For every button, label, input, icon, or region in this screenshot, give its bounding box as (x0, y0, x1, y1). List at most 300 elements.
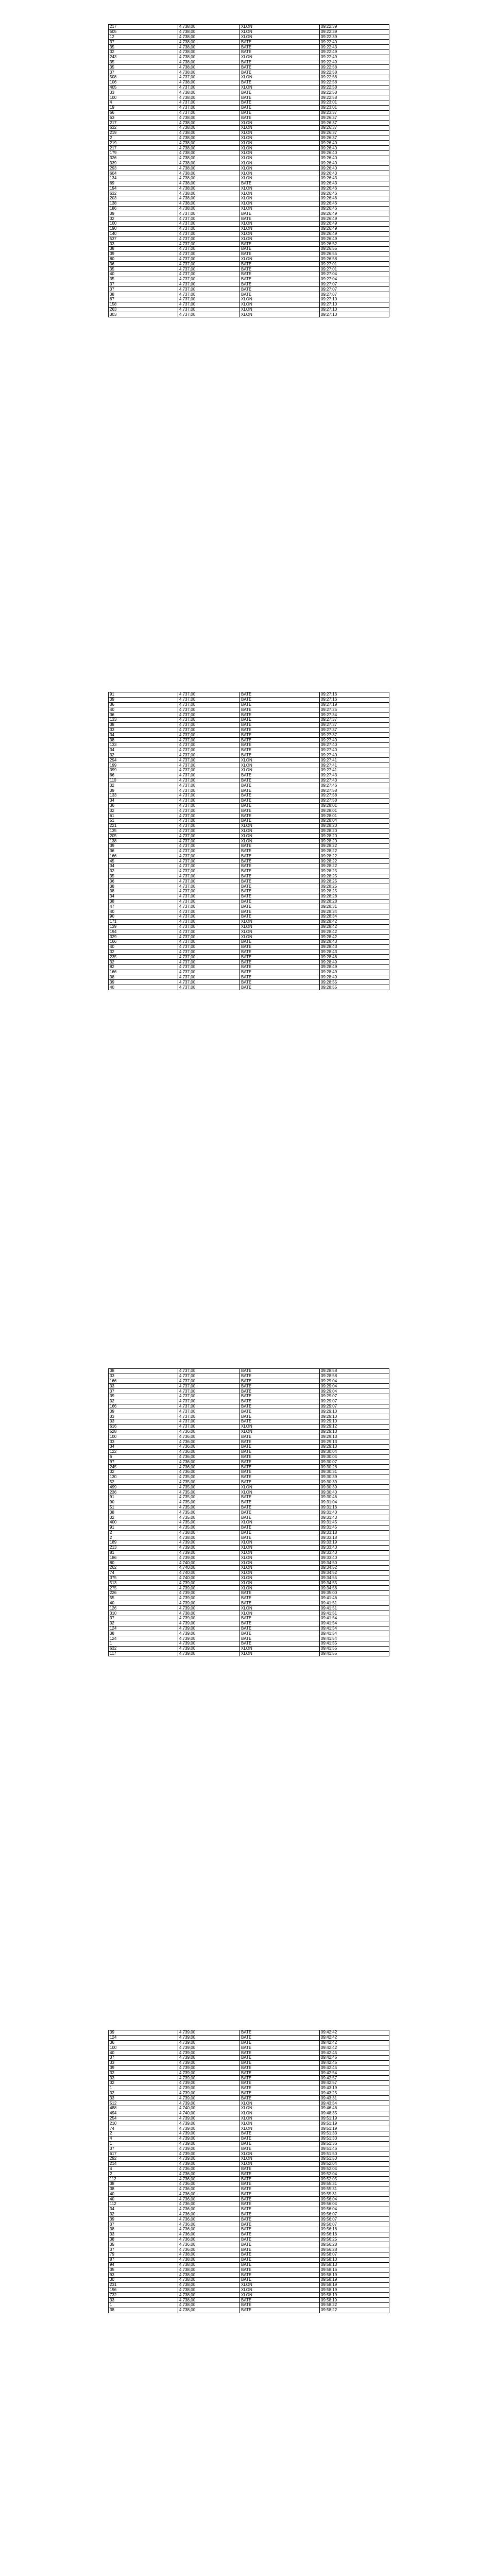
venue-cell: XLON (240, 302, 320, 307)
time-cell: 09:22:58 (320, 90, 389, 95)
price-cell: 4.737,00 (178, 753, 240, 758)
volume-cell: 236 (109, 1490, 178, 1495)
volume-cell: 35 (109, 2242, 178, 2247)
volume-cell: 32 (109, 2091, 178, 2096)
volume-cell: 326 (109, 156, 178, 161)
venue-cell: BATE (240, 2065, 320, 2071)
price-cell: 4.739,00 (178, 1651, 240, 1656)
price-cell: 4.736,00 (178, 2207, 240, 2212)
time-cell: 09:29:13 (320, 1444, 389, 1449)
table-row (109, 2181, 389, 2187)
time-cell: 09:42:45 (320, 2060, 389, 2065)
volume-cell: 61 (109, 814, 178, 819)
time-cell: 09:26:40 (320, 146, 389, 151)
volume-cell: 90 (109, 1500, 178, 1505)
volume-cell: 632 (109, 191, 178, 196)
venue-cell: BATE (240, 733, 320, 738)
price-cell: 4.739,00 (178, 1626, 240, 1631)
price-cell: 4.737,00 (178, 788, 240, 793)
table-row (109, 262, 389, 267)
table-row (109, 100, 389, 105)
time-cell: 09:28:20 (320, 834, 389, 839)
venue-cell: BATE (240, 793, 320, 798)
time-cell: 09:30:46 (320, 1495, 389, 1500)
volume-cell: 106 (109, 80, 178, 85)
time-cell: 09:27:43 (320, 778, 389, 783)
table-row (109, 211, 389, 216)
price-cell: 4.739,00 (178, 1616, 240, 1621)
venue-cell: BATE (240, 2086, 320, 2091)
time-cell: 09:34:56 (320, 1586, 389, 1591)
trade-table-3 (108, 1368, 389, 1656)
volume-cell: 4 (109, 100, 178, 105)
table-row (109, 29, 389, 35)
price-cell: 4.738,00 (178, 25, 240, 30)
price-cell: 4.737,00 (178, 778, 240, 783)
volume-cell: 488 (109, 2106, 178, 2111)
volume-cell: 400 (109, 1520, 178, 1525)
venue-cell: XLON (240, 823, 320, 828)
volume-cell: 217 (109, 121, 178, 126)
table-row (109, 1429, 389, 1434)
volume-cell: 138 (109, 201, 178, 206)
price-cell: 4.739,00 (178, 2086, 240, 2091)
time-cell: 09:26:49 (320, 216, 389, 222)
venue-cell: BATE (240, 1616, 320, 1621)
volume-cell: 74 (109, 2126, 178, 2131)
venue-cell: BATE (240, 277, 320, 282)
time-cell: 09:31:16 (320, 1505, 389, 1510)
table-row (109, 2273, 389, 2278)
table-row (109, 778, 389, 783)
price-cell: 4.738,00 (178, 2282, 240, 2287)
volume-cell: 38 (109, 2187, 178, 2192)
volume-cell: 213 (109, 1545, 178, 1550)
time-cell: 09:27:07 (320, 287, 389, 292)
volume-cell: 221 (109, 823, 178, 828)
price-cell: 4.738,00 (178, 2287, 240, 2293)
venue-cell: XLON (240, 1651, 320, 1656)
price-cell: 4.736,00 (178, 1465, 240, 1470)
table-row (109, 727, 389, 733)
time-cell: 09:26:40 (320, 161, 389, 166)
price-cell: 4.736,00 (178, 1454, 240, 1460)
table-row (109, 25, 389, 30)
table-row (109, 1434, 389, 1439)
time-cell: 09:27:37 (320, 717, 389, 722)
volume-cell: 235 (109, 955, 178, 960)
venue-cell: BATE (240, 1384, 320, 1389)
price-cell: 4.738,00 (178, 40, 240, 45)
price-cell: 4.736,00 (178, 1439, 240, 1445)
venue-cell: BATE (240, 1591, 320, 1596)
volume-cell: 90 (109, 914, 178, 920)
volume-cell: 63 (109, 115, 178, 121)
venue-cell: BATE (240, 773, 320, 778)
volume-cell: 140 (109, 231, 178, 236)
table-row (109, 181, 389, 186)
venue-cell: XLON (240, 191, 320, 196)
venue-cell: BATE (240, 1500, 320, 1505)
table-row (109, 2060, 389, 2065)
volume-cell: 33 (109, 1374, 178, 1379)
volume-cell: 35 (109, 60, 178, 65)
venue-cell: XLON (240, 125, 320, 130)
table-row (109, 1449, 389, 1454)
venue-cell: BATE (240, 251, 320, 257)
table-row (109, 1460, 389, 1465)
table-row (109, 2192, 389, 2197)
volume-cell: 505 (109, 29, 178, 35)
table-row (109, 889, 389, 894)
time-cell: 09:22:40 (320, 40, 389, 45)
table-row (109, 2126, 389, 2131)
volume-cell: 36 (109, 849, 178, 854)
table-row (109, 1561, 389, 1566)
time-cell: 09:27:07 (320, 282, 389, 287)
price-cell: 4.735,00 (178, 1490, 240, 1495)
venue-cell: BATE (240, 1480, 320, 1485)
time-cell: 09:23:01 (320, 100, 389, 105)
price-cell: 4.737,00 (178, 839, 240, 844)
table-row (109, 2161, 389, 2166)
table-row (109, 702, 389, 707)
table-row (109, 1444, 389, 1449)
venue-cell: XLON (240, 1646, 320, 1651)
venue-cell: BATE (240, 803, 320, 808)
time-cell: 09:41:54 (320, 1616, 389, 1621)
time-cell: 09:55:31 (320, 2181, 389, 2187)
volume-cell: 81 (109, 1550, 178, 1555)
venue-cell: XLON (240, 1545, 320, 1550)
table-row (109, 1490, 389, 1495)
time-cell: 09:28:25 (320, 879, 389, 884)
time-cell: 09:27:46 (320, 783, 389, 788)
venue-cell: XLON (240, 919, 320, 924)
volume-cell: 4 (109, 2166, 178, 2172)
table-row (109, 713, 389, 718)
time-cell: 09:26:43 (320, 171, 389, 176)
table-row (109, 105, 389, 110)
time-cell: 09:26:49 (320, 231, 389, 236)
time-cell: 09:26:37 (320, 125, 389, 130)
table-row (109, 849, 389, 854)
table-row (109, 110, 389, 115)
price-cell: 4.740,00 (178, 1575, 240, 1581)
price-cell: 4.737,00 (178, 929, 240, 935)
time-cell: 09:56:28 (320, 2247, 389, 2252)
price-cell: 4.737,00 (178, 287, 240, 292)
volume-cell: 2 (109, 1535, 178, 1540)
venue-cell: BATE (240, 814, 320, 819)
venue-cell: XLON (240, 2293, 320, 2298)
price-cell: 4.738,00 (178, 150, 240, 156)
price-cell: 4.737,00 (178, 884, 240, 889)
time-cell: 09:27:01 (320, 262, 389, 267)
venue-cell: BATE (240, 2227, 320, 2232)
price-cell: 4.739,00 (178, 2126, 240, 2131)
price-cell: 4.738,00 (178, 65, 240, 70)
price-cell: 4.738,00 (178, 1530, 240, 1535)
volume-cell: 32 (109, 2071, 178, 2076)
table-row (109, 793, 389, 798)
venue-cell: XLON (240, 1606, 320, 1611)
venue-cell: BATE (240, 914, 320, 920)
volume-cell: 39 (109, 1409, 178, 1414)
volume-cell: 243 (109, 55, 178, 60)
price-cell: 4.738,00 (178, 90, 240, 95)
venue-cell: BATE (240, 1596, 320, 1601)
price-cell: 4.736,00 (178, 2227, 240, 2232)
price-cell: 4.736,00 (178, 1469, 240, 1475)
table-row (109, 156, 389, 161)
volume-cell: 122 (109, 1449, 178, 1454)
venue-cell: BATE (240, 738, 320, 743)
venue-cell: BATE (240, 1439, 320, 1445)
table-row (109, 1510, 389, 1515)
price-cell: 4.738,00 (178, 70, 240, 75)
table-row (109, 247, 389, 252)
table-row (109, 130, 389, 135)
time-cell: 09:27:43 (320, 773, 389, 778)
price-cell: 4.736,00 (178, 1449, 240, 1454)
price-cell: 4.739,00 (178, 2050, 240, 2056)
time-cell: 09:28:20 (320, 828, 389, 834)
table-row (109, 2151, 389, 2157)
volume-cell: 100 (109, 222, 178, 227)
venue-cell: BATE (240, 1379, 320, 1384)
table-row (109, 80, 389, 85)
volume-cell: 508 (109, 75, 178, 80)
volume-cell: 1 (109, 2086, 178, 2091)
volume-cell: 51 (109, 818, 178, 823)
venue-cell: XLON (240, 186, 320, 191)
time-cell: 09:22:58 (320, 95, 389, 100)
venue-cell: BATE (240, 1621, 320, 1626)
trade-table-1 (108, 24, 389, 317)
price-cell: 4.737,00 (178, 849, 240, 854)
time-cell: 09:22:49 (320, 49, 389, 55)
time-cell: 09:34:55 (320, 1581, 389, 1586)
price-cell: 4.735,00 (178, 1525, 240, 1530)
venue-cell: BATE (240, 965, 320, 970)
time-cell: 09:28:25 (320, 889, 389, 894)
venue-cell: XLON (240, 2126, 320, 2131)
price-cell: 4.738,00 (178, 95, 240, 100)
venue-cell: XLON (240, 935, 320, 940)
volume-cell: 1 (109, 2303, 178, 2308)
price-cell: 4.737,00 (178, 803, 240, 808)
table-row (109, 1520, 389, 1525)
venue-cell: BATE (240, 2172, 320, 2177)
price-cell: 4.738,00 (178, 141, 240, 146)
venue-cell: BATE (240, 2278, 320, 2283)
time-cell: 09:33:19 (320, 1540, 389, 1546)
price-cell: 4.738,00 (178, 2278, 240, 2283)
price-cell: 4.735,00 (178, 1505, 240, 1510)
volume-cell: 6 (109, 1454, 178, 1460)
table-row (109, 1535, 389, 1540)
venue-cell: BATE (240, 985, 320, 990)
time-cell: 09:30:28 (320, 1465, 389, 1470)
volume-cell: 275 (109, 1586, 178, 1591)
table-row (109, 1465, 389, 1470)
time-cell: 09:26:40 (320, 150, 389, 156)
volume-cell: 405 (109, 85, 178, 90)
table-row (109, 808, 389, 814)
table-row (109, 2116, 389, 2121)
table-row (109, 1641, 389, 1647)
time-cell: 09:33:40 (320, 1545, 389, 1550)
venue-cell: BATE (240, 1469, 320, 1475)
price-cell: 4.737,00 (178, 242, 240, 247)
time-cell: 09:27:04 (320, 277, 389, 282)
price-cell: 4.739,00 (178, 2055, 240, 2060)
time-cell: 09:42:57 (320, 2076, 389, 2081)
table-row (109, 2071, 389, 2076)
price-cell: 4.737,00 (178, 267, 240, 272)
volume-cell: 194 (109, 929, 178, 935)
time-cell: 09:26:37 (320, 130, 389, 135)
price-cell: 4.737,00 (178, 843, 240, 849)
time-cell: 09:26:49 (320, 226, 389, 231)
table-row (109, 135, 389, 141)
price-cell: 4.738,00 (178, 2262, 240, 2267)
table-row (109, 2202, 389, 2207)
venue-cell: BATE (240, 65, 320, 70)
time-cell: 09:42:42 (320, 2040, 389, 2045)
venue-cell: XLON (240, 171, 320, 176)
time-cell: 09:43:25 (320, 2091, 389, 2096)
volume-cell: 32 (109, 753, 178, 758)
table-row (109, 1515, 389, 1520)
volume-cell: 303 (109, 312, 178, 317)
time-cell: 09:26:46 (320, 191, 389, 196)
volume-cell: 35 (109, 65, 178, 70)
table-row (109, 2065, 389, 2071)
volume-cell: 199 (109, 763, 178, 768)
price-cell: 4.738,00 (178, 29, 240, 35)
volume-cell: 112 (109, 2177, 178, 2182)
venue-cell: BATE (240, 1510, 320, 1515)
price-cell: 4.737,00 (178, 768, 240, 773)
volume-cell: 38 (109, 2237, 178, 2242)
price-cell: 4.738,00 (178, 135, 240, 141)
table-row (109, 141, 389, 146)
price-cell: 4.738,00 (178, 191, 240, 196)
volume-cell: 32 (109, 808, 178, 814)
volume-cell: 32 (109, 2212, 178, 2217)
price-cell: 4.739,00 (178, 1545, 240, 1550)
price-cell: 4.737,00 (178, 302, 240, 307)
venue-cell: BATE (240, 753, 320, 758)
table-row (109, 859, 389, 864)
price-cell: 4.739,00 (178, 1586, 240, 1591)
time-cell: 09:22:58 (320, 75, 389, 80)
table-row (109, 818, 389, 823)
volume-cell: 179 (109, 150, 178, 156)
time-cell: 09:29:13 (320, 1439, 389, 1445)
table-row (109, 2177, 389, 2182)
table-row (109, 2308, 389, 2313)
price-cell: 4.737,00 (178, 1409, 240, 1414)
time-cell: 09:58:19 (320, 2287, 389, 2293)
table-row (109, 2287, 389, 2293)
table-row (109, 2055, 389, 2060)
time-cell: 09:26:40 (320, 166, 389, 171)
venue-cell: BATE (240, 894, 320, 899)
time-cell: 09:26:40 (320, 141, 389, 146)
time-cell: 09:27:58 (320, 793, 389, 798)
volume-cell: 32 (109, 869, 178, 874)
time-cell: 09:41:54 (320, 1631, 389, 1636)
venue-cell: BATE (240, 40, 320, 45)
venue-cell: BATE (240, 100, 320, 105)
volume-cell: 158 (109, 302, 178, 307)
table-row (109, 115, 389, 121)
table-row (109, 1424, 389, 1429)
price-cell: 4.739,00 (178, 2151, 240, 2157)
venue-cell: XLON (240, 1570, 320, 1575)
table-row (109, 1374, 389, 1379)
time-cell: 09:41:51 (320, 1601, 389, 1606)
venue-cell: BATE (240, 717, 320, 722)
volume-cell: 97 (109, 1460, 178, 1465)
time-cell: 09:26:49 (320, 211, 389, 216)
time-cell: 09:28:55 (320, 980, 389, 985)
price-cell: 4.739,00 (178, 2030, 240, 2036)
price-cell: 4.737,00 (178, 247, 240, 252)
volume-cell: 219 (109, 130, 178, 135)
table-row (109, 1495, 389, 1500)
volume-cell: 51 (109, 1505, 178, 1510)
volume-cell: 39 (109, 843, 178, 849)
table-row (109, 707, 389, 713)
table-row (109, 206, 389, 211)
time-cell: 09:29:10 (320, 1409, 389, 1414)
price-cell: 4.737,00 (178, 899, 240, 904)
time-cell: 09:29:10 (320, 1414, 389, 1419)
price-cell: 4.737,00 (178, 277, 240, 282)
price-cell: 4.736,00 (178, 2202, 240, 2207)
price-cell: 4.738,00 (178, 130, 240, 135)
price-cell: 4.735,00 (178, 1520, 240, 1525)
volume-cell: 494 (109, 2111, 178, 2116)
time-cell: 09:30:40 (320, 1490, 389, 1495)
volume-cell: 32 (109, 1515, 178, 1520)
volume-cell: 66 (109, 773, 178, 778)
table-row (109, 783, 389, 788)
price-cell: 4.737,00 (178, 748, 240, 753)
venue-cell: BATE (240, 2232, 320, 2237)
table-row (109, 944, 389, 950)
price-cell: 4.737,00 (178, 879, 240, 884)
time-cell: 09:43:54 (320, 2101, 389, 2106)
table-row (109, 216, 389, 222)
price-cell: 4.738,00 (178, 1611, 240, 1616)
volume-cell: 87 (109, 2257, 178, 2262)
volume-cell: 231 (109, 2282, 178, 2287)
venue-cell: XLON (240, 768, 320, 773)
table-row (109, 1404, 389, 1409)
table-row (109, 1454, 389, 1460)
table-row (109, 2156, 389, 2161)
venue-cell: BATE (240, 2040, 320, 2045)
time-cell: 09:26:43 (320, 181, 389, 186)
table-row (109, 985, 389, 990)
venue-cell: BATE (240, 2055, 320, 2060)
venue-cell: BATE (240, 1399, 320, 1404)
